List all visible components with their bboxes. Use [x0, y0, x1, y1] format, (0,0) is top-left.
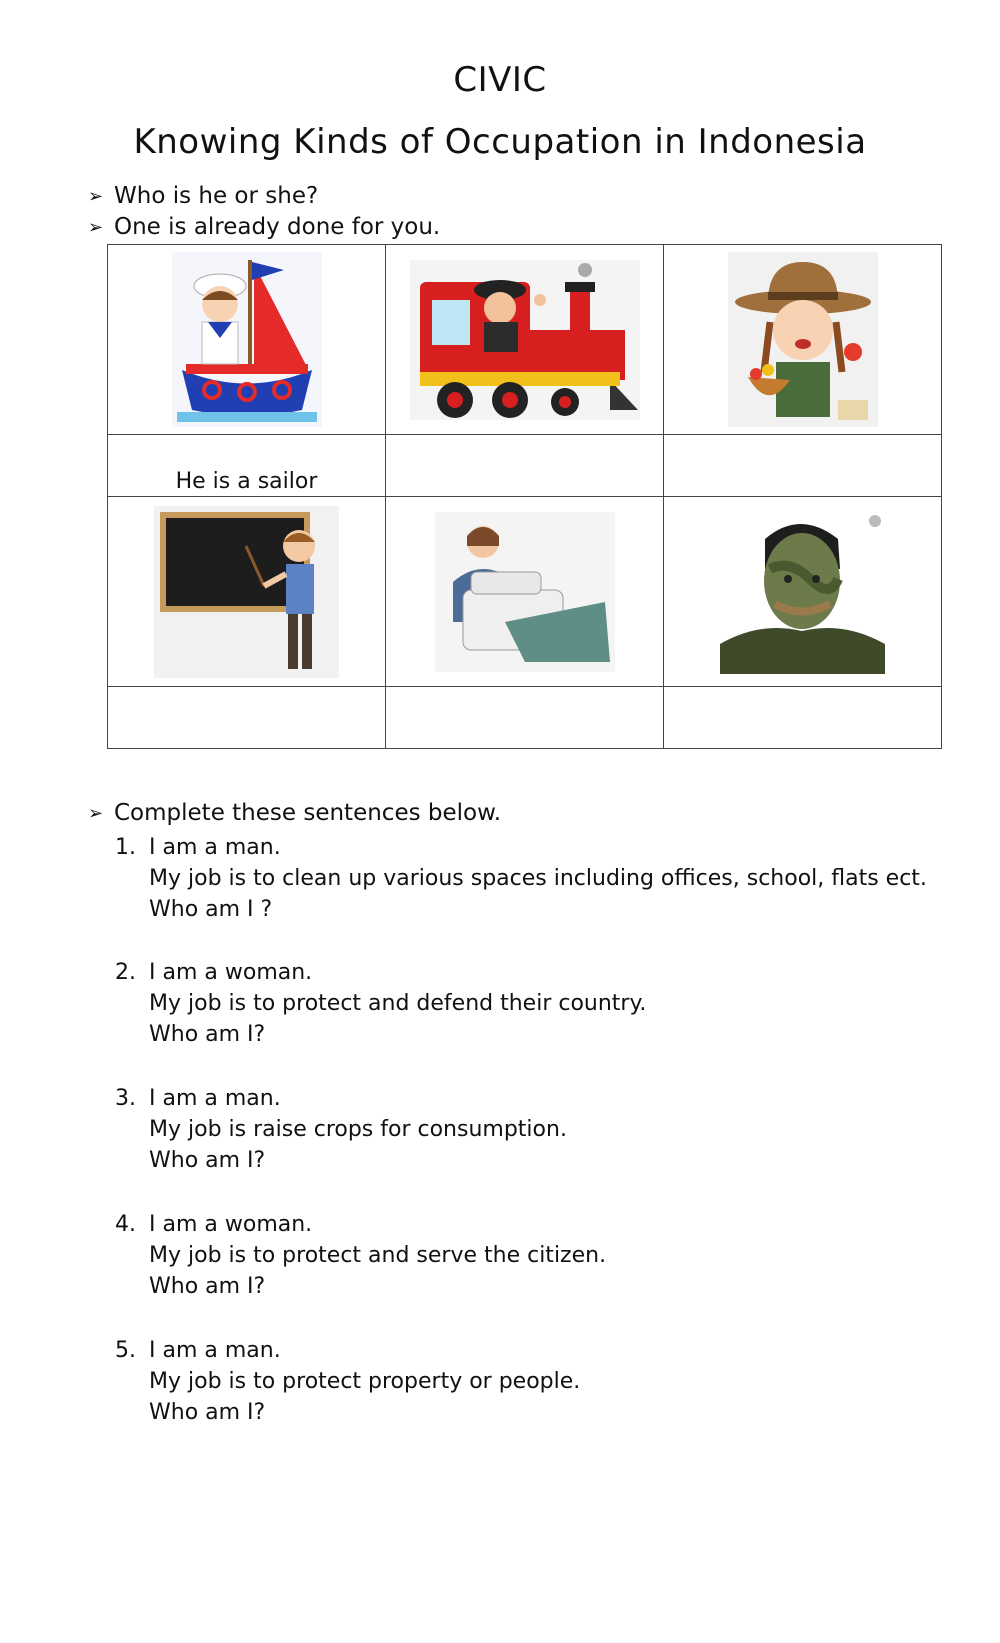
occupation-grid [107, 244, 942, 749]
question-number: 3. [115, 1086, 136, 1111]
sailor-image [172, 252, 322, 427]
image-cell [108, 497, 386, 687]
tailor-image [435, 512, 615, 672]
question-line: Who am I? [149, 1274, 266, 1299]
question-number: 5. [115, 1338, 136, 1363]
image-cell [108, 245, 386, 435]
question-line: Who am I? [149, 1148, 266, 1173]
question-number: 1. [115, 835, 136, 860]
answer-cell[interactable] [664, 687, 942, 749]
question-line: My job is to clean up various spaces including offices, school, flats ect. [149, 866, 927, 891]
image-cell [386, 245, 664, 435]
instruction-3 [88, 800, 501, 826]
page-title: CIVIC [453, 60, 547, 100]
answer-cell[interactable] [664, 435, 942, 497]
question-line: Who am I ? [149, 897, 273, 922]
question-line: My job is to protect and defend their country. [149, 991, 647, 1016]
question-line: I am a woman. [149, 1212, 313, 1237]
answer-cell[interactable] [108, 435, 386, 497]
arrow-bullet-icon: ➢ [88, 216, 104, 238]
train-driver-image [410, 260, 640, 420]
question-line: Who am I? [149, 1400, 266, 1425]
question-line: I am a man. [149, 1086, 281, 1111]
answer-cell[interactable] [108, 687, 386, 749]
question-line: I am a man. [149, 835, 281, 860]
question-line: My job is to protect property or people. [149, 1369, 581, 1394]
soldier-image [720, 509, 885, 674]
page-subtitle: Knowing Kinds of Occupation in Indonesia [133, 122, 867, 162]
question-line: My job is to protect and serve the citizen. [149, 1243, 607, 1268]
answer-cell[interactable] [386, 687, 664, 749]
instruction-text: One is already done for you. [114, 214, 441, 240]
instruction-text: Complete these sentences below. [114, 800, 502, 826]
image-cell [386, 497, 664, 687]
arrow-bullet-icon: ➢ [88, 802, 104, 824]
arrow-bullet-icon: ➢ [88, 185, 104, 207]
question-line: Who am I? [149, 1022, 266, 1047]
question-line: I am a woman. [149, 960, 313, 985]
instruction-2 [88, 214, 440, 240]
answer-text: He is a sailor [175, 469, 318, 494]
question-line: My job is raise crops for consumption. [149, 1117, 567, 1142]
question-number: 4. [115, 1212, 136, 1237]
image-cell [664, 245, 942, 435]
farmer-image [728, 252, 878, 427]
instruction-1 [88, 183, 318, 209]
image-cell [664, 497, 942, 687]
teacher-image [154, 506, 339, 678]
answer-cell[interactable] [386, 435, 664, 497]
question-line: I am a man. [149, 1338, 281, 1363]
instruction-text: Who is he or she? [114, 183, 319, 209]
question-number: 2. [115, 960, 136, 985]
